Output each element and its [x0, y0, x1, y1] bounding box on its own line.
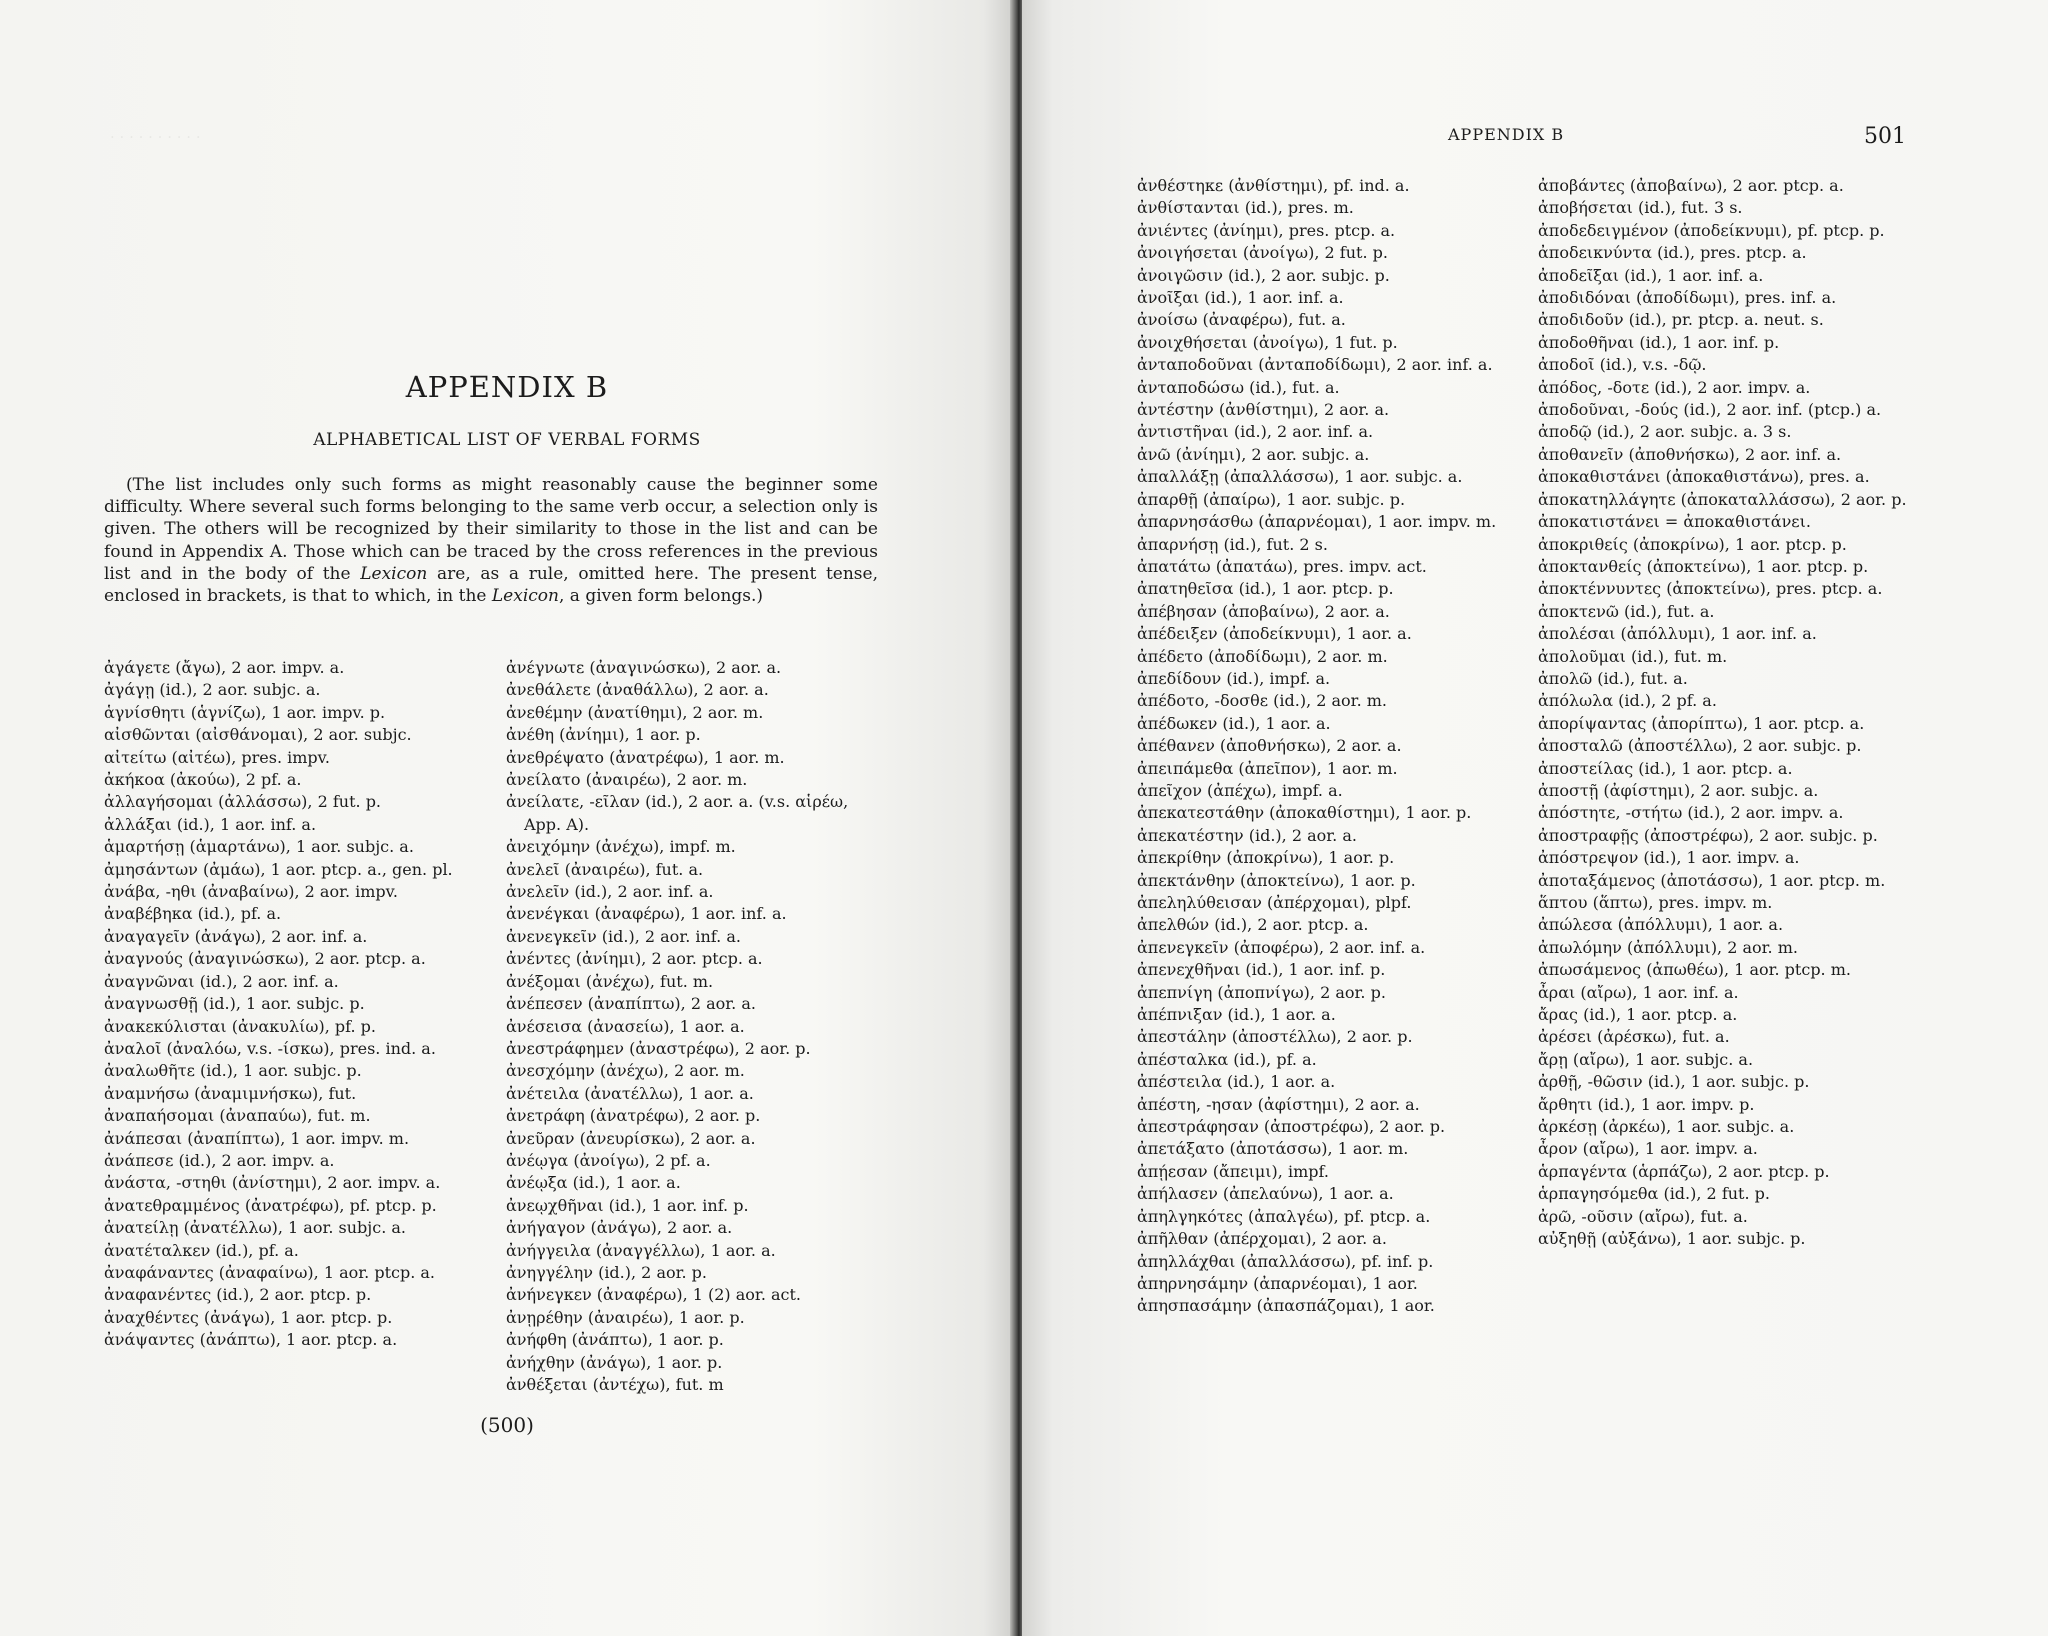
- list-entry: ἄρθητι (id.), 1 aor. impv. p.: [1538, 1094, 1755, 1114]
- list-entry: ἁμαρτήσῃ (ἁμαρτάνω), 1 aor. subjc. a.: [104, 837, 414, 857]
- list-entry: ἀνατέταλκεν (id.), pf. a.: [104, 1240, 299, 1260]
- list-entry: αὐξηθῇ (αὐξάνω), 1 aor. subjc. p.: [1538, 1229, 1806, 1249]
- list-entry: ἀντιστῆναι (id.), 2 aor. inf. a.: [1137, 422, 1374, 442]
- list-entry: ἀνάστα, -στηθι (ἀνίστημι), 2 aor. impv. a.: [104, 1173, 441, 1193]
- list-entry: ἀπολῶ (id.), fut. a.: [1538, 668, 1688, 688]
- left-column-1: [104, 657, 486, 1352]
- intro-lexicon-italic: Lexicon: [491, 586, 559, 607]
- list-entry: ἀναχθέντες (ἀνάγω), 1 aor. ptcp. p.: [104, 1307, 393, 1327]
- list-entry: ἀποκτέννυντες (ἀποκτείνω), pres. ptcp. a.: [1538, 579, 1883, 599]
- list-entry: ἀνεστράφημεν (ἀναστρέφω), 2 aor. p.: [506, 1038, 811, 1058]
- list-entry: ἀποδεῖξαι (id.), 1 aor. inf. a.: [1538, 265, 1764, 285]
- list-entry: ἀποδιδοῦν (id.), pr. ptcp. a. neut. s.: [1538, 310, 1824, 330]
- list-entry: ἀποκτενῶ (id.), fut. a.: [1538, 601, 1715, 621]
- list-entry: ἀπησπασάμην (ἀπασπάζομαι), 1 aor.: [1137, 1296, 1435, 1316]
- list-entry: ἀπεῖχον (ἀπέχω), impf. a.: [1137, 780, 1343, 800]
- list-entry: ἀνενεγκεῖν (id.), 2 aor. inf. a.: [506, 926, 741, 946]
- list-entry: ἁρπαγησόμεθα (id.), 2 fut. p.: [1538, 1184, 1770, 1204]
- list-entry: ἀπεκατεστάθην (ἀποκαθίστημι), 1 aor. p.: [1137, 803, 1472, 823]
- appendix-subtitle: ALPHABETICAL LIST OF VERBAL FORMS: [313, 430, 701, 450]
- list-entry: ἀπετάξατο (ἀποτάσσω), 1 aor. m.: [1137, 1139, 1409, 1159]
- list-entry: ἀνῃρέθην (ἀναιρέω), 1 aor. p.: [506, 1307, 745, 1327]
- list-entry: ἀναλοῖ (ἀναλόω, v.s. -ίσκω), pres. ind. a.: [104, 1038, 436, 1058]
- list-entry: ἀνέγνωτε (ἀναγινώσκω), 2 aor. a.: [506, 658, 782, 677]
- list-entry: ἀποδεικνύντα (id.), pres. ptcp. a.: [1538, 243, 1807, 263]
- list-entry: ἀπεκατέστην (id.), 2 aor. a.: [1137, 825, 1357, 845]
- list-entry: ἀποκατιστάνει = ἀποκαθιστάνει.: [1538, 512, 1811, 532]
- intro-paragraph: [104, 474, 878, 607]
- list-entry: ἀπαλλάξῃ (ἀπαλλάσσω), 1 aor. subjc. a.: [1137, 467, 1463, 487]
- list-entry: ἀπόστρεψον (id.), 1 aor. impv. a.: [1538, 848, 1800, 868]
- list-entry: ἀνέῳγα (ἀνοίγω), 2 pf. a.: [506, 1150, 711, 1170]
- list-entry: ἀνέσεισα (ἀνασείω), 1 aor. a.: [506, 1016, 745, 1036]
- right-column-1: [1137, 175, 1515, 1318]
- list-entry: ἀπεστάλην (ἀποστέλλω), 2 aor. p.: [1137, 1027, 1413, 1047]
- list-entry: ἀρκέσῃ (ἀρκέω), 1 aor. subjc. a.: [1538, 1117, 1795, 1137]
- list-entry: ἀπώλεσα (ἀπόλλυμι), 1 aor. a.: [1538, 915, 1784, 935]
- list-entry: ἀρῶ, -οῦσιν (αἴρω), fut. a.: [1538, 1206, 1748, 1226]
- list-entry: ἀπῆλθαν (ἀπέρχομαι), 2 aor. a.: [1137, 1229, 1387, 1249]
- list-entry: ἀνεθρέψατο (ἀνατρέφω), 1 aor. m.: [506, 747, 785, 767]
- list-entry: ἀπέδειξεν (ἀποδείκνυμι), 1 aor. a.: [1137, 624, 1412, 644]
- list-entry: ἀποδοθῆναι (id.), 1 aor. inf. p.: [1538, 332, 1780, 352]
- list-entry: ἀνάψαντες (ἀνάπτω), 1 aor. ptcp. a.: [104, 1330, 398, 1350]
- list-entry: ἀνέῳξα (id.), 1 aor. a.: [506, 1173, 681, 1193]
- list-entry: ἀποβήσεται (id.), fut. 3 s.: [1538, 198, 1743, 218]
- list-entry: ἀπαρθῇ (ἀπαίρω), 1 aor. subjc. p.: [1137, 489, 1406, 509]
- list-entry: ἀποκτανθείς (ἀποκτείνω), 1 aor. ptcp. p.: [1538, 556, 1869, 576]
- list-entry: ἀποταξάμενος (ἀποτάσσω), 1 aor. ptcp. m.: [1538, 870, 1886, 890]
- list-entry: ἀπέσταλκα (id.), pf. a.: [1137, 1049, 1317, 1069]
- list-entry: ἀνελεῖ (ἀναιρέω), fut. a.: [506, 859, 704, 879]
- appendix-title: APPENDIX B: [405, 370, 609, 404]
- list-entry: ἀνήγαγον (ἀνάγω), 2 aor. a.: [506, 1218, 733, 1238]
- list-entry: ἀνέθη (ἀνίημι), 1 aor. p.: [506, 725, 701, 745]
- list-entry: ἀνάπεσαι (ἀναπίπτω), 1 aor. impv. m.: [104, 1128, 410, 1148]
- list-entry: ἀπενεχθῆναι (id.), 1 aor. inf. p.: [1137, 960, 1386, 980]
- list-entry: ἀνέτειλα (ἀνατέλλω), 1 aor. a.: [506, 1083, 754, 1103]
- list-entry: ἀναμνήσω (ἀναμιμνήσκω), fut.: [104, 1083, 357, 1103]
- list-entry: ἀποδῷ (id.), 2 aor. subjc. a. 3 s.: [1538, 422, 1792, 442]
- list-entry: ἀνεθέμην (ἀνατίθημι), 2 aor. m.: [506, 702, 764, 722]
- list-entry: ἀπόδος, -δοτε (id.), 2 aor. impv. a.: [1538, 377, 1811, 397]
- list-entry: ἀπέπνιξαν (id.), 1 aor. a.: [1137, 1005, 1336, 1025]
- list-entry: ἀπελθών (id.), 2 aor. ptcp. a.: [1137, 915, 1369, 935]
- list-entry: ἀντέστην (ἀνθίστημι), 2 aor. a.: [1137, 400, 1390, 420]
- page-number-right: 501: [1864, 124, 1906, 149]
- list-entry: ἆραι (αἴρω), 1 aor. inf. a.: [1538, 982, 1739, 1002]
- list-entry: ἀπηρνησάμην (ἀπαρνέομαι), 1 aor.: [1137, 1273, 1418, 1293]
- list-entry: ἀναφανέντες (id.), 2 aor. ptcp. p.: [104, 1285, 372, 1305]
- list-entry: ἀνατείλῃ (ἀνατέλλω), 1 aor. subjc. a.: [104, 1218, 406, 1238]
- list-entry: αἰτείτω (αἰτέω), pres. impv.: [104, 747, 330, 767]
- list-entry: ἀπατάτω (ἀπατάω), pres. impv. act.: [1137, 556, 1427, 576]
- list-entry: ἀπαρνησάσθω (ἀπαρνέομαι), 1 aor. impv. m.: [1137, 512, 1497, 532]
- list-entry: ἀναβέβηκα (id.), pf. a.: [104, 904, 282, 924]
- list-entry: ἀναπαήσομαι (ἀναπαύω), fut. m.: [104, 1106, 371, 1126]
- list-entry: ἀναφάναντες (ἀναφαίνω), 1 aor. ptcp. a.: [104, 1262, 436, 1282]
- list-entry: ἄρῃ (αἴρω), 1 aor. subjc. a.: [1538, 1049, 1754, 1069]
- list-entry: ἀνήνεγκεν (ἀναφέρω), 1 (2) aor. act.: [506, 1285, 801, 1305]
- list-entry: ἀποδιδόναι (ἀποδίδωμι), pres. inf. a.: [1538, 288, 1837, 308]
- list-entry: ἀνεῳχθῆναι (id.), 1 aor. inf. p.: [506, 1195, 749, 1215]
- list-entry: ἀπωσάμενος (ἀπωθέω), 1 aor. ptcp. m.: [1538, 960, 1851, 980]
- right-page: [1022, 0, 2048, 1636]
- list-entry: ἀποκατηλλάγητε (ἀποκαταλλάσσω), 2 aor. p.: [1538, 489, 1907, 509]
- list-entry: ἀπεδίδουν (id.), impf. a.: [1137, 668, 1331, 688]
- list-entry: ἀπῄεσαν (ἄπειμι), impf.: [1137, 1161, 1329, 1181]
- list-entry: ἀνέπεσεν (ἀναπίπτω), 2 aor. a.: [506, 994, 756, 1014]
- list-entry: ἀκήκοα (ἀκούω), 2 pf. a.: [104, 770, 302, 790]
- list-entry: ἀπολοῦμαι (id.), fut. m.: [1538, 646, 1728, 666]
- list-entry: ἁρπαγέντα (ἁρπάζω), 2 aor. ptcp. p.: [1538, 1161, 1830, 1181]
- list-entry: ἀποβάντες (ἀποβαίνω), 2 aor. ptcp. a.: [1538, 176, 1844, 195]
- list-entry: ἀνήγγειλα (ἀναγγέλλω), 1 aor. a.: [506, 1240, 776, 1260]
- list-entry: ἆρον (αἴρω), 1 aor. impv. a.: [1538, 1139, 1758, 1159]
- list-entry: ἀπειπάμεθα (ἀπεῖπον), 1 aor. m.: [1137, 758, 1398, 778]
- list-entry: ἀναγνούς (ἀναγινώσκω), 2 aor. ptcp. a.: [104, 949, 426, 969]
- list-entry: ἀνακεκύλισται (ἀνακυλίω), pf. p.: [104, 1016, 376, 1036]
- page-number-left: (500): [480, 1413, 534, 1437]
- list-entry: ἄρας (id.), 1 aor. ptcp. a.: [1538, 1005, 1738, 1025]
- running-head: APPENDIX B: [1448, 125, 1565, 144]
- list-entry: αἰσθῶνται (αἰσθάνομαι), 2 aor. subjc.: [104, 725, 412, 745]
- list-entry: ἀπήλασεν (ἀπελαύνω), 1 aor. a.: [1137, 1184, 1394, 1204]
- list-entry: ἀγάγῃ (id.), 2 aor. subjc. a.: [104, 680, 321, 700]
- list-entry: ἀπέδωκεν (id.), 1 aor. a.: [1137, 713, 1331, 733]
- list-entry: ἀνοιγήσεται (ἀνοίγω), 2 fut. p.: [1137, 243, 1388, 263]
- list-entry: ἀνταποδώσω (id.), fut. a.: [1137, 377, 1340, 397]
- list-entry: ἀνεῦραν (ἀνευρίσκω), 2 aor. a.: [506, 1128, 756, 1148]
- intro-text: (The list includes only such forms as might reasonably cause the beginner some difficulty. Where several such forms belonging to the same verb occur, a selection only is given. The others will be recognized by their similarity to those in the list and can be found in Appendix A. Those which can be traced by the cross references in the previous list and in the body of the: [104, 475, 878, 584]
- list-entry: ἀνειχόμην (ἀνέχω), impf. m.: [506, 837, 736, 857]
- list-entry: ἀνθέστηκε (ἀνθίστημι), pf. ind. a.: [1137, 176, 1410, 195]
- list-entry: ἀποδοῦναι, -δούς (id.), 2 aor. inf. (ptcp.) a.: [1538, 400, 1882, 420]
- list-entry: ἀναγαγεῖν (ἀνάγω), 2 aor. inf. a.: [104, 926, 368, 946]
- list-entry: ἀποστραφῇς (ἀποστρέφω), 2 aor. subjc. p.: [1538, 825, 1878, 845]
- list-entry: ἀνιέντες (ἀνίημι), pres. ptcp. a.: [1137, 220, 1396, 240]
- list-entry: ἀνείλατο (ἀναιρέω), 2 aor. m.: [506, 770, 748, 790]
- list-entry: ἀποκαθιστάνει (ἀποκαθιστάνω), pres. a.: [1538, 467, 1870, 487]
- list-entry: ἀπέβησαν (ἀποβαίνω), 2 aor. a.: [1137, 601, 1390, 621]
- list-entry: ἀνοιγῶσιν (id.), 2 aor. subjc. p.: [1137, 265, 1390, 285]
- list-entry: ἀλλάξαι (id.), 1 aor. inf. a.: [104, 814, 317, 834]
- list-entry: ἀνῶ (ἀνίημι), 2 aor. subjc. a.: [1137, 444, 1370, 464]
- list-entry: ἀπέστειλα (id.), 1 aor. a.: [1137, 1072, 1336, 1092]
- list-entry: ἀποστείλας (id.), 1 aor. ptcp. a.: [1538, 758, 1793, 778]
- intro-text: , a given form belongs.): [558, 586, 764, 607]
- list-entry: ἀποκριθείς (ἀποκρίνω), 1 aor. ptcp. p.: [1538, 534, 1847, 554]
- list-entry: ἀρθῇ, -θῶσιν (id.), 1 aor. subjc. p.: [1538, 1072, 1810, 1092]
- list-entry: ἀπέδοτο, -δοσθε (id.), 2 aor. m.: [1137, 691, 1387, 711]
- list-entry: ἀπορίψαντας (ἀπορίπτω), 1 aor. ptcp. a.: [1538, 713, 1865, 733]
- list-entry: ἀπατηθεῖσα (id.), 1 aor. ptcp. p.: [1137, 579, 1394, 599]
- list-entry: ἀπενεγκεῖν (ἀποφέρω), 2 aor. inf. a.: [1137, 937, 1426, 957]
- list-entry: ἀλλαγήσομαι (ἀλλάσσω), 2 fut. p.: [104, 792, 382, 812]
- left-column-2: [506, 657, 880, 1396]
- list-entry: ἀνείλατε, -εῖλαν (id.), 2 aor. a. (v.s. αἱρέω, App. A).: [506, 792, 849, 834]
- list-entry: ἀποθανεῖν (ἀποθνήσκω), 2 aor. inf. a.: [1538, 444, 1842, 464]
- list-entry: ἀπαρνήσῃ (id.), fut. 2 s.: [1137, 534, 1328, 554]
- list-entry: ἀνοίσω (ἀναφέρω), fut. a.: [1137, 310, 1346, 330]
- list-entry: ἀνετράφη (ἀνατρέφω), 2 aor. p.: [506, 1106, 761, 1126]
- list-entry: ἅπτου (ἅπτω), pres. impv. m.: [1538, 893, 1773, 912]
- list-entry: ἀπέδετο (ἀποδίδωμι), 2 aor. m.: [1137, 646, 1388, 666]
- list-entry: ἀνενέγκαι (ἀναφέρω), 1 aor. inf. a.: [506, 904, 787, 924]
- list-entry: ἁγνίσθητι (ἁγνίζω), 1 aor. impv. p.: [104, 702, 386, 722]
- list-entry: ἀνήχθην (ἀνάγω), 1 aor. p.: [506, 1352, 723, 1372]
- list-entry: ἀναγνωσθῇ (id.), 1 aor. subjc. p.: [104, 994, 365, 1014]
- list-entry: ἀνοῖξαι (id.), 1 aor. inf. a.: [1137, 288, 1344, 308]
- list-entry: ἀπωλόμην (ἀπόλλυμι), 2 aor. m.: [1538, 937, 1798, 957]
- intro-lexicon-italic: Lexicon: [360, 563, 428, 584]
- list-entry: ἀπηλλάχθαι (ἀπαλλάσσω), pf. inf. p.: [1137, 1251, 1434, 1271]
- list-entry: ἀπεκτάνθην (ἀποκτείνω), 1 aor. p.: [1137, 870, 1416, 890]
- list-entry: ἀνθίστανται (id.), pres. m.: [1137, 198, 1354, 218]
- list-entry: ἀνάπεσε (id.), 2 aor. impv. a.: [104, 1150, 335, 1170]
- list-entry: ἀνέξομαι (ἀνέχω), fut. m.: [506, 971, 714, 991]
- list-entry: ἀνήφθη (ἀνάπτω), 1 aor. p.: [506, 1330, 724, 1350]
- list-entry: ἀπέθανεν (ἀποθνήσκω), 2 aor. a.: [1137, 736, 1402, 756]
- list-entry: ἀνέντες (ἀνίημι), 2 aor. ptcp. a.: [506, 949, 763, 969]
- list-entry: ἀνατεθραμμένος (ἀνατρέφω), pf. ptcp. p.: [104, 1195, 437, 1215]
- list-entry: ἀνεσχόμην (ἀνέχω), 2 aor. m.: [506, 1061, 745, 1081]
- list-entry: ἀρέσει (ἀρέσκω), fut. a.: [1538, 1027, 1730, 1047]
- list-entry: ἀμησάντων (ἀμάω), 1 aor. ptcp. a., gen. pl.: [104, 859, 453, 879]
- intro-text: are, as a rule, omitted here. The present tense, enclosed in brackets, is that to which, in the: [104, 563, 878, 607]
- list-entry: ἀνηγγέλην (id.), 2 aor. p.: [506, 1262, 707, 1282]
- list-entry: ἀποσταλῶ (ἀποστέλλω), 2 aor. subjc. p.: [1538, 736, 1862, 756]
- list-entry: ἀπέστη, -ησαν (ἀφίστημι), 2 aor. a.: [1137, 1094, 1420, 1114]
- list-entry: ἀνοιχθήσεται (ἀνοίγω), 1 fut. p.: [1137, 332, 1398, 352]
- list-entry: ἀπόλωλα (id.), 2 pf. a.: [1538, 691, 1717, 711]
- list-entry: ἀγάγετε (ἄγω), 2 aor. impv. a.: [104, 658, 345, 677]
- list-entry: ἀπεληλύθεισαν (ἀπέρχομαι), plpf.: [1137, 893, 1412, 912]
- list-entry: ἀποδοῖ (id.), v.s. -δῷ.: [1538, 355, 1707, 375]
- list-entry: ἀνθέξεται (ἀντέχω), fut. m: [506, 1375, 724, 1394]
- list-entry: ἀπεκρίθην (ἀποκρίνω), 1 aor. p.: [1137, 848, 1395, 868]
- list-entry: ἀνεθάλετε (ἀναθάλλω), 2 aor. a.: [506, 680, 769, 700]
- list-entry: ἀνελεῖν (id.), 2 aor. inf. a.: [506, 882, 714, 902]
- list-entry: ἀπηλγηκότες (ἀπαλγέω), pf. ptcp. a.: [1137, 1206, 1431, 1226]
- list-entry: ἀπολέσαι (ἀπόλλυμι), 1 aor. inf. a.: [1538, 624, 1817, 644]
- list-entry: ἀνταποδοῦναι (ἀνταποδίδωμι), 2 aor. inf. a.: [1137, 355, 1493, 375]
- list-entry: ἀνάβα, -ηθι (ἀναβαίνω), 2 aor. impv.: [104, 882, 398, 902]
- list-entry: ἀπόστητε, -στήτω (id.), 2 aor. impv. a.: [1538, 803, 1844, 823]
- list-entry: ἀπεπνίγη (ἀποπνίγω), 2 aor. p.: [1137, 982, 1386, 1002]
- list-entry: ἀναγνῶναι (id.), 2 aor. inf. a.: [104, 971, 339, 991]
- list-entry: ἀπεστράφησαν (ἀποστρέφω), 2 aor. p.: [1137, 1117, 1446, 1137]
- left-page: [0, 0, 1014, 1636]
- list-entry: ἀποδεδειγμένον (ἀποδείκνυμι), pf. ptcp. p.: [1538, 220, 1885, 240]
- bleed-through-text: · · · · · · · · · ·: [110, 128, 201, 146]
- list-entry: ἀναλωθῆτε (id.), 1 aor. subjc. p.: [104, 1061, 362, 1081]
- right-column-2: [1538, 175, 1916, 1251]
- list-entry: ἀποστῇ (ἀφίστημι), 2 aor. subjc. a.: [1538, 780, 1819, 800]
